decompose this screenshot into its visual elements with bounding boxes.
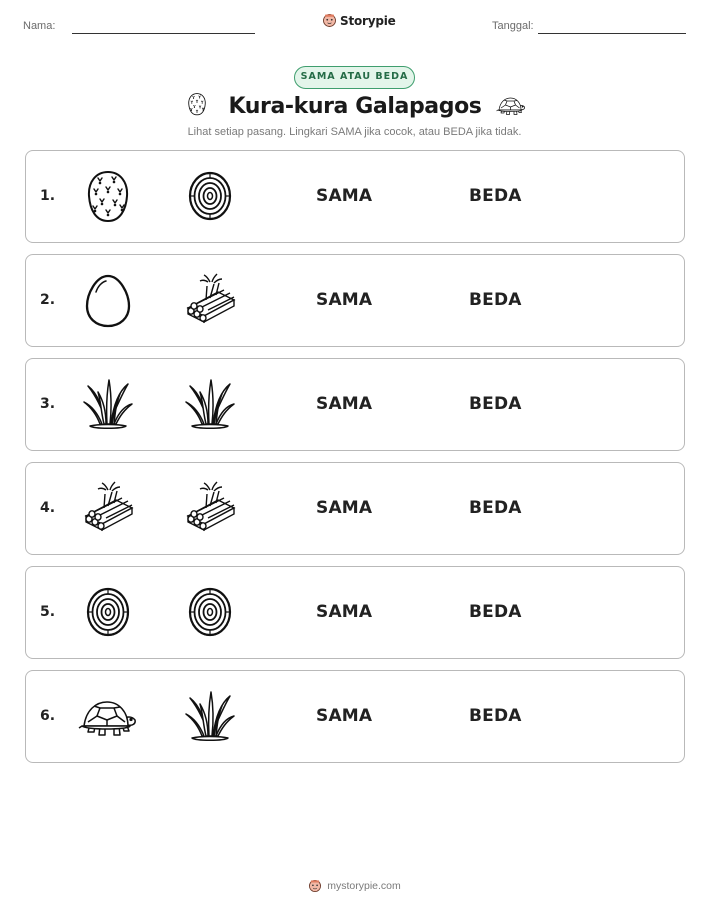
hay-bundle-icon (78, 478, 138, 538)
question-row (25, 670, 685, 763)
question-row (25, 254, 685, 347)
question-row (25, 150, 685, 243)
question-number: 1. (40, 188, 56, 204)
grass-icon (180, 374, 240, 434)
activity-tag: SAMA ATAU BEDA (294, 66, 415, 89)
same-option[interactable]: SAMA (316, 706, 373, 726)
different-option[interactable]: BEDA (469, 186, 522, 206)
tortoise-icon (495, 90, 527, 120)
footer-url[interactable]: mystorypie.com (327, 880, 401, 892)
hay-bundle-icon (180, 478, 240, 538)
grass-icon (180, 686, 240, 746)
date-label: Tanggal: (492, 20, 534, 32)
same-option[interactable]: SAMA (316, 290, 373, 310)
different-option[interactable]: BEDA (469, 290, 522, 310)
question-row (25, 358, 685, 451)
tortoise-shell-icon (180, 166, 240, 226)
page-title: Kura-kura Galapagos (228, 94, 482, 119)
question-row (25, 462, 685, 555)
brand-name: Storypie (340, 13, 396, 28)
different-option[interactable]: BEDA (469, 706, 522, 726)
tortoise-icon (78, 686, 138, 746)
same-option[interactable]: SAMA (316, 498, 373, 518)
tortoise-shell-icon (78, 582, 138, 642)
question-row (25, 566, 685, 659)
same-option[interactable]: SAMA (316, 602, 373, 622)
footer (0, 879, 709, 893)
instructions: Lihat setiap pasang. Lingkari SAMA jika cocok, atau BEDA jika tidak. (187, 126, 522, 138)
name-line[interactable] (72, 33, 255, 34)
mascot-icon (322, 13, 337, 28)
egg-icon (78, 270, 138, 330)
date-line[interactable] (538, 33, 686, 34)
same-option[interactable]: SAMA (316, 394, 373, 414)
hay-bundle-icon (180, 270, 240, 330)
different-option[interactable]: BEDA (469, 498, 522, 518)
brand-logo (322, 13, 396, 28)
grass-icon (78, 374, 138, 434)
same-option[interactable]: SAMA (316, 186, 373, 206)
question-number: 6. (40, 708, 56, 724)
question-number: 3. (40, 396, 56, 412)
different-option[interactable]: BEDA (469, 394, 522, 414)
different-option[interactable]: BEDA (469, 602, 522, 622)
cactus-pad-icon (78, 166, 138, 226)
name-label: Nama: (23, 20, 56, 32)
tortoise-shell-icon (180, 582, 240, 642)
question-number: 5. (40, 604, 56, 620)
mascot-icon (308, 879, 322, 893)
question-number: 2. (40, 292, 56, 308)
cactus-pad-icon (184, 91, 210, 117)
question-number: 4. (40, 500, 56, 516)
